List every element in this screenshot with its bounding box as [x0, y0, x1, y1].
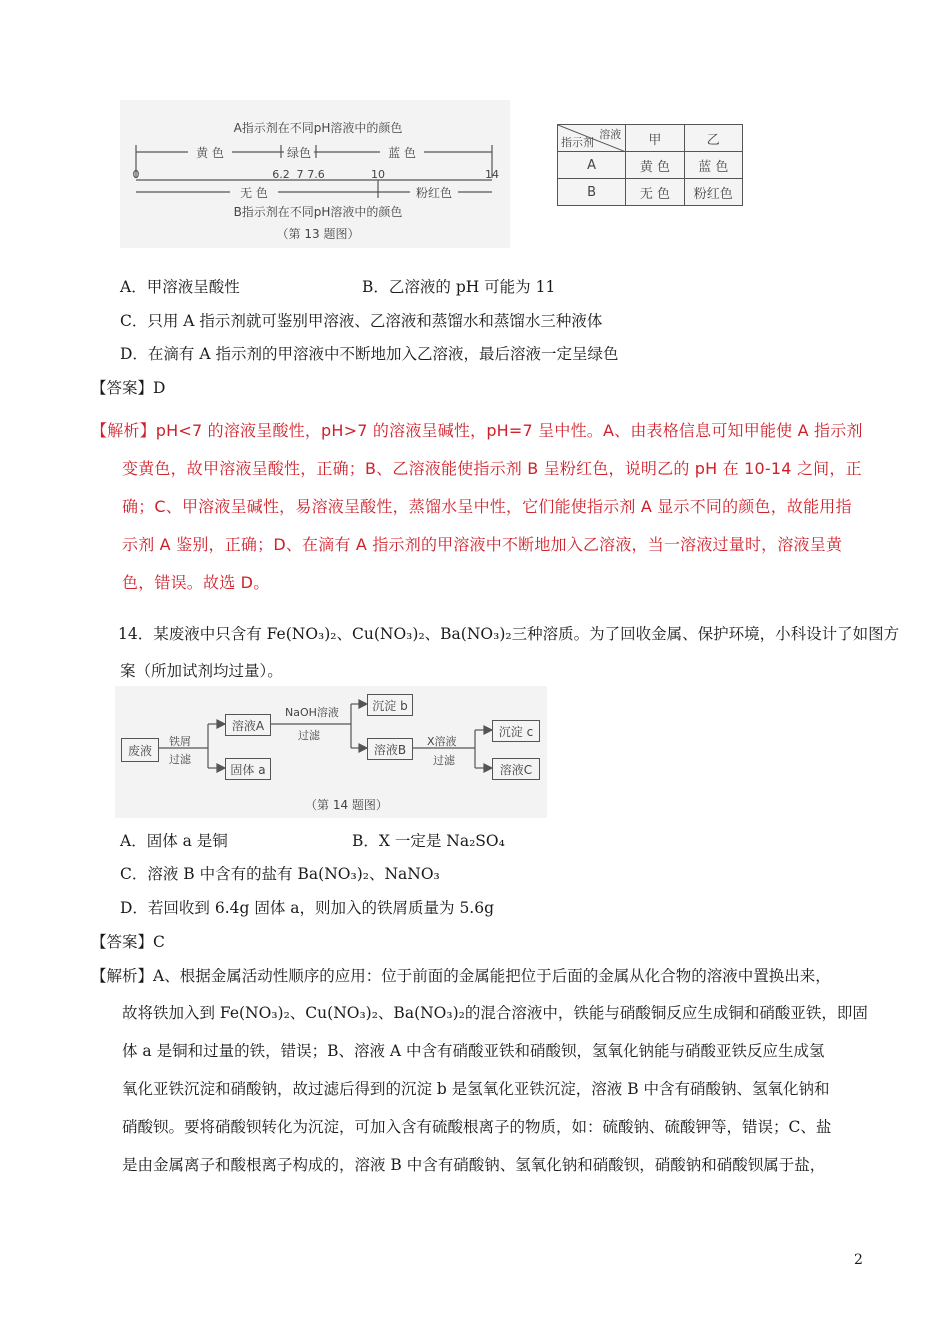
- ph-tick-0: 0: [132, 168, 140, 181]
- col-yi: 乙: [684, 125, 742, 152]
- page-number: 2: [854, 1252, 863, 1268]
- ph-tick-6-2: 6.2: [272, 168, 290, 181]
- q14-option-d: D．若回收到 6.4g 固体 a，则加入的铁屑质量为 5.6g: [120, 899, 495, 917]
- q14-stem-line-1: 14．某废液中只含有 Fe(NO₃)₂、Cu(NO₃)₂、Ba(NO₃)₂三种溶质。为了回收金属、保护环境，小科设计了如图方: [118, 625, 900, 643]
- box-precipitate-c: 沉淀 c: [492, 720, 540, 742]
- q14-option-a: A．固体 a 是铜: [120, 832, 228, 850]
- ph-seg-yellow: 黄 色: [196, 146, 224, 160]
- box-precipitate-b: 沉淀 b: [367, 694, 413, 716]
- q13-analysis-line-5: 色，错误。故选 D。: [122, 573, 270, 592]
- row-b-yi: 粉红色: [684, 179, 742, 206]
- label-filter-3: 过滤: [433, 754, 455, 767]
- q13-option-c: C．只用 A 指示剂就可鉴别甲溶液、乙溶液和蒸馏水和蒸馏水三种液体: [120, 312, 603, 330]
- ph-seg-blue: 蓝 色: [388, 146, 416, 160]
- ph-tick-7: 7: [296, 168, 304, 181]
- ph-tick-10: 10: [371, 168, 385, 181]
- box-solution-b: 溶液B: [367, 738, 413, 760]
- ph-seg-colorless: 无 色: [240, 186, 268, 200]
- label-filter-2: 过滤: [298, 729, 320, 742]
- q14-answer: 【答案】C: [91, 933, 165, 951]
- q14-analysis-line-6: 是由金属离子和酸根离子构成的，溶液 B 中含有硝酸钠、氢氧化钠和硝酸钡，硝酸钠和硝酸钡属于盐，: [122, 1156, 826, 1174]
- ph-scale-bottom-caption: B指示剂在不同pH溶液中的颜色: [233, 205, 403, 219]
- label-naoh: NaOH溶液: [285, 706, 339, 719]
- box-waste: 废液: [121, 738, 159, 762]
- q13-analysis-line-2: 变黄色，故甲溶液呈酸性，正确；B、乙溶液能使指示剂 B 呈粉红色，说明乙的 pH 在 10-14 之间，正: [122, 459, 862, 478]
- flow-diagram: [115, 686, 547, 818]
- ph-seg-pink: 粉红色: [415, 186, 453, 200]
- fig14-caption: （第 14 题图）: [305, 798, 388, 812]
- diag-top-label: 溶液: [599, 128, 622, 141]
- q13-answer: 【答案】D: [91, 379, 166, 397]
- row-b-jia: 无 色: [626, 179, 684, 206]
- q13-analysis-line-4: 示剂 A 鉴别，正确；D、在滴有 A 指示剂的甲溶液中不断地加入乙溶液，当一溶液过量时，溶液呈黄: [122, 535, 843, 554]
- row-a-name: A: [558, 152, 626, 179]
- q14-analysis-line-1: 【解析】A、根据金属活动性顺序的应用：位于前面的金属能把位于后面的金属从化合物的溶液中置换出来，: [91, 967, 831, 985]
- row-a-jia: 黄 色: [626, 152, 684, 179]
- q14-analysis-line-5: 硝酸钡。要将硝酸钡转化为沉淀，可加入含有硫酸根离子的物质，如：硫酸钠、硫酸钾等，错误；C、盐: [122, 1118, 832, 1136]
- ph-tick-7-6: 7.6: [307, 168, 325, 181]
- q13-analysis-line-1: 【解析】pH<7 的溶液呈酸性，pH>7 的溶液呈碱性，pH=7 呈中性。A、由表格信息可知甲能使 A 指示剂: [91, 421, 863, 440]
- row-a-yi: 蓝 色: [684, 152, 742, 179]
- col-jia: 甲: [626, 125, 684, 152]
- q13-option-b: B．乙溶液的 pH 可能为 11: [362, 278, 556, 296]
- label-filter-1: 过滤: [169, 753, 191, 766]
- q14-option-c: C．溶液 B 中含有的盐有 Ba(NO₃)₂、NaNO₃: [120, 865, 440, 883]
- diag-header-cell: [558, 125, 626, 152]
- q13-option-a: A．甲溶液呈酸性: [120, 278, 240, 296]
- indicator-table: [557, 124, 743, 206]
- box-solution-c: 溶液C: [492, 758, 540, 780]
- ph-scale-figure: [120, 100, 510, 248]
- q14-analysis-line-3: 体 a 是铜和过量的铁，错误；B、溶液 A 中含有硝酸亚铁和硝酸钡，氢氧化钠能与硝酸亚铁反应生成氢: [122, 1042, 825, 1060]
- q14-option-b: B．X 一定是 Na₂SO₄: [352, 832, 505, 850]
- q14-analysis-line-2: 故将铁加入到 Fe(NO₃)₂、Cu(NO₃)₂、Ba(NO₃)₂的混合溶液中，铁能与硝酸铜反应生成铜和硝酸亚铁，即固: [122, 1004, 868, 1022]
- box-solid-a: 固体 a: [225, 758, 271, 780]
- box-solution-a: 溶液A: [225, 714, 271, 736]
- q13-analysis-line-3: 确；C、甲溶液呈碱性，易溶液呈酸性，蒸馏水呈中性，它们能使指示剂 A 显示不同的颜色，故能用指: [122, 497, 852, 516]
- ph-tick-14: 14: [485, 168, 499, 181]
- label-x-solution: X溶液: [427, 735, 457, 748]
- ph-scale-top-caption: A指示剂在不同pH溶液中的颜色: [233, 121, 403, 135]
- q14-stem-line-2: 案（所加试剂均过量）。: [120, 662, 283, 680]
- q14-analysis-line-4: 氧化亚铁沉淀和硝酸钠，故过滤后得到的沉淀 b 是氢氧化亚铁沉淀，溶液 B 中含有硝酸钠、氢氧化钠和: [122, 1080, 830, 1098]
- label-iron: 铁屑: [169, 735, 191, 748]
- row-b-name: B: [558, 179, 626, 206]
- diag-bottom-label: 指示剂: [561, 136, 594, 149]
- fig13-caption: （第 13 题图）: [276, 227, 360, 241]
- q13-option-d: D．在滴有 A 指示剂的甲溶液中不断地加入乙溶液，最后溶液一定呈绿色: [120, 345, 619, 363]
- ph-seg-green: 绿色: [286, 146, 312, 160]
